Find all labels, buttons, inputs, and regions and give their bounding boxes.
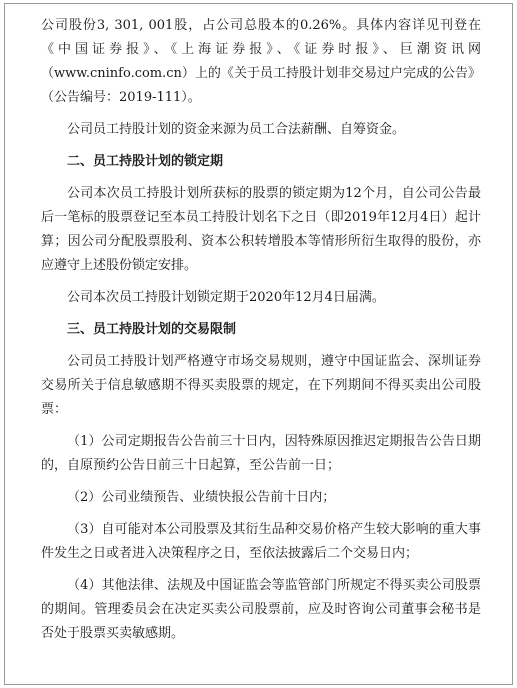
list-item-restriction-3: （3）自可能对本公司股票及其衍生品种交易价格产生较大影响的重大事件发生之日或者进入决策程序之日，至依法披露后二个交易日内； bbox=[41, 522, 481, 561]
paragraph-lockup-expiry: 公司本次员工持股计划锁定期于2020年12月4日届满。 bbox=[67, 290, 385, 305]
paragraph-fund-source: 公司员工持股计划的资金来源为员工合法薪酬、自筹资金。 bbox=[67, 122, 406, 137]
document-body bbox=[41, 14, 481, 646]
paragraph-share-transfer: 公司股份3, 301, 001股，占公司总股本的0.26%。具体内容详见刊登在《中国证券报》、《上海证券报》、《证券时报》、巨潮资讯网（www.cninfo.com.cn）上的《关于员工持股计划非交易过户完成的公告》（公告编号：2019-111）。 bbox=[41, 18, 481, 105]
list-item-restriction-2: （2）公司业绩预告、业绩快报公告前十日内； bbox=[67, 490, 336, 505]
section-heading-trading-restrictions: 三、员工持股计划的交易限制 bbox=[67, 322, 237, 337]
section-heading-lockup: 二、员工持股计划的锁定期 bbox=[67, 154, 224, 169]
document-page bbox=[4, 3, 513, 685]
paragraph-lockup-period: 公司本次员工持股计划所获标的股票的锁定期为12个月，自公司公告最后一笔标的股票登记至本员工持股计划名下之日（即2019年12月4日）起计算；因公司分配股票股利、资本公积转增股本等情形所衍生取得的股份，亦应遵守上述股份锁定安排。 bbox=[41, 186, 481, 273]
list-item-restriction-1: （1）公司定期报告公告前三十日内，因特殊原因推迟定期报告公告日期的，自原预约公告日前三十日起算，至公告前一日； bbox=[41, 434, 481, 473]
list-item-restriction-4: （4）其他法律、法规及中国证监会等监管部门所规定不得买卖公司股票的期间。管理委员会在决定买卖公司股票前，应及时咨询公司董事会秘书是否处于股票买卖敏感期。 bbox=[41, 578, 481, 641]
paragraph-trading-rules: 公司员工持股计划严格遵守市场交易规则，遵守中国证监会、深圳证券交易所关于信息敏感期不得买卖股票的规定，在下列期间不得买卖出公司股票： bbox=[41, 354, 481, 417]
